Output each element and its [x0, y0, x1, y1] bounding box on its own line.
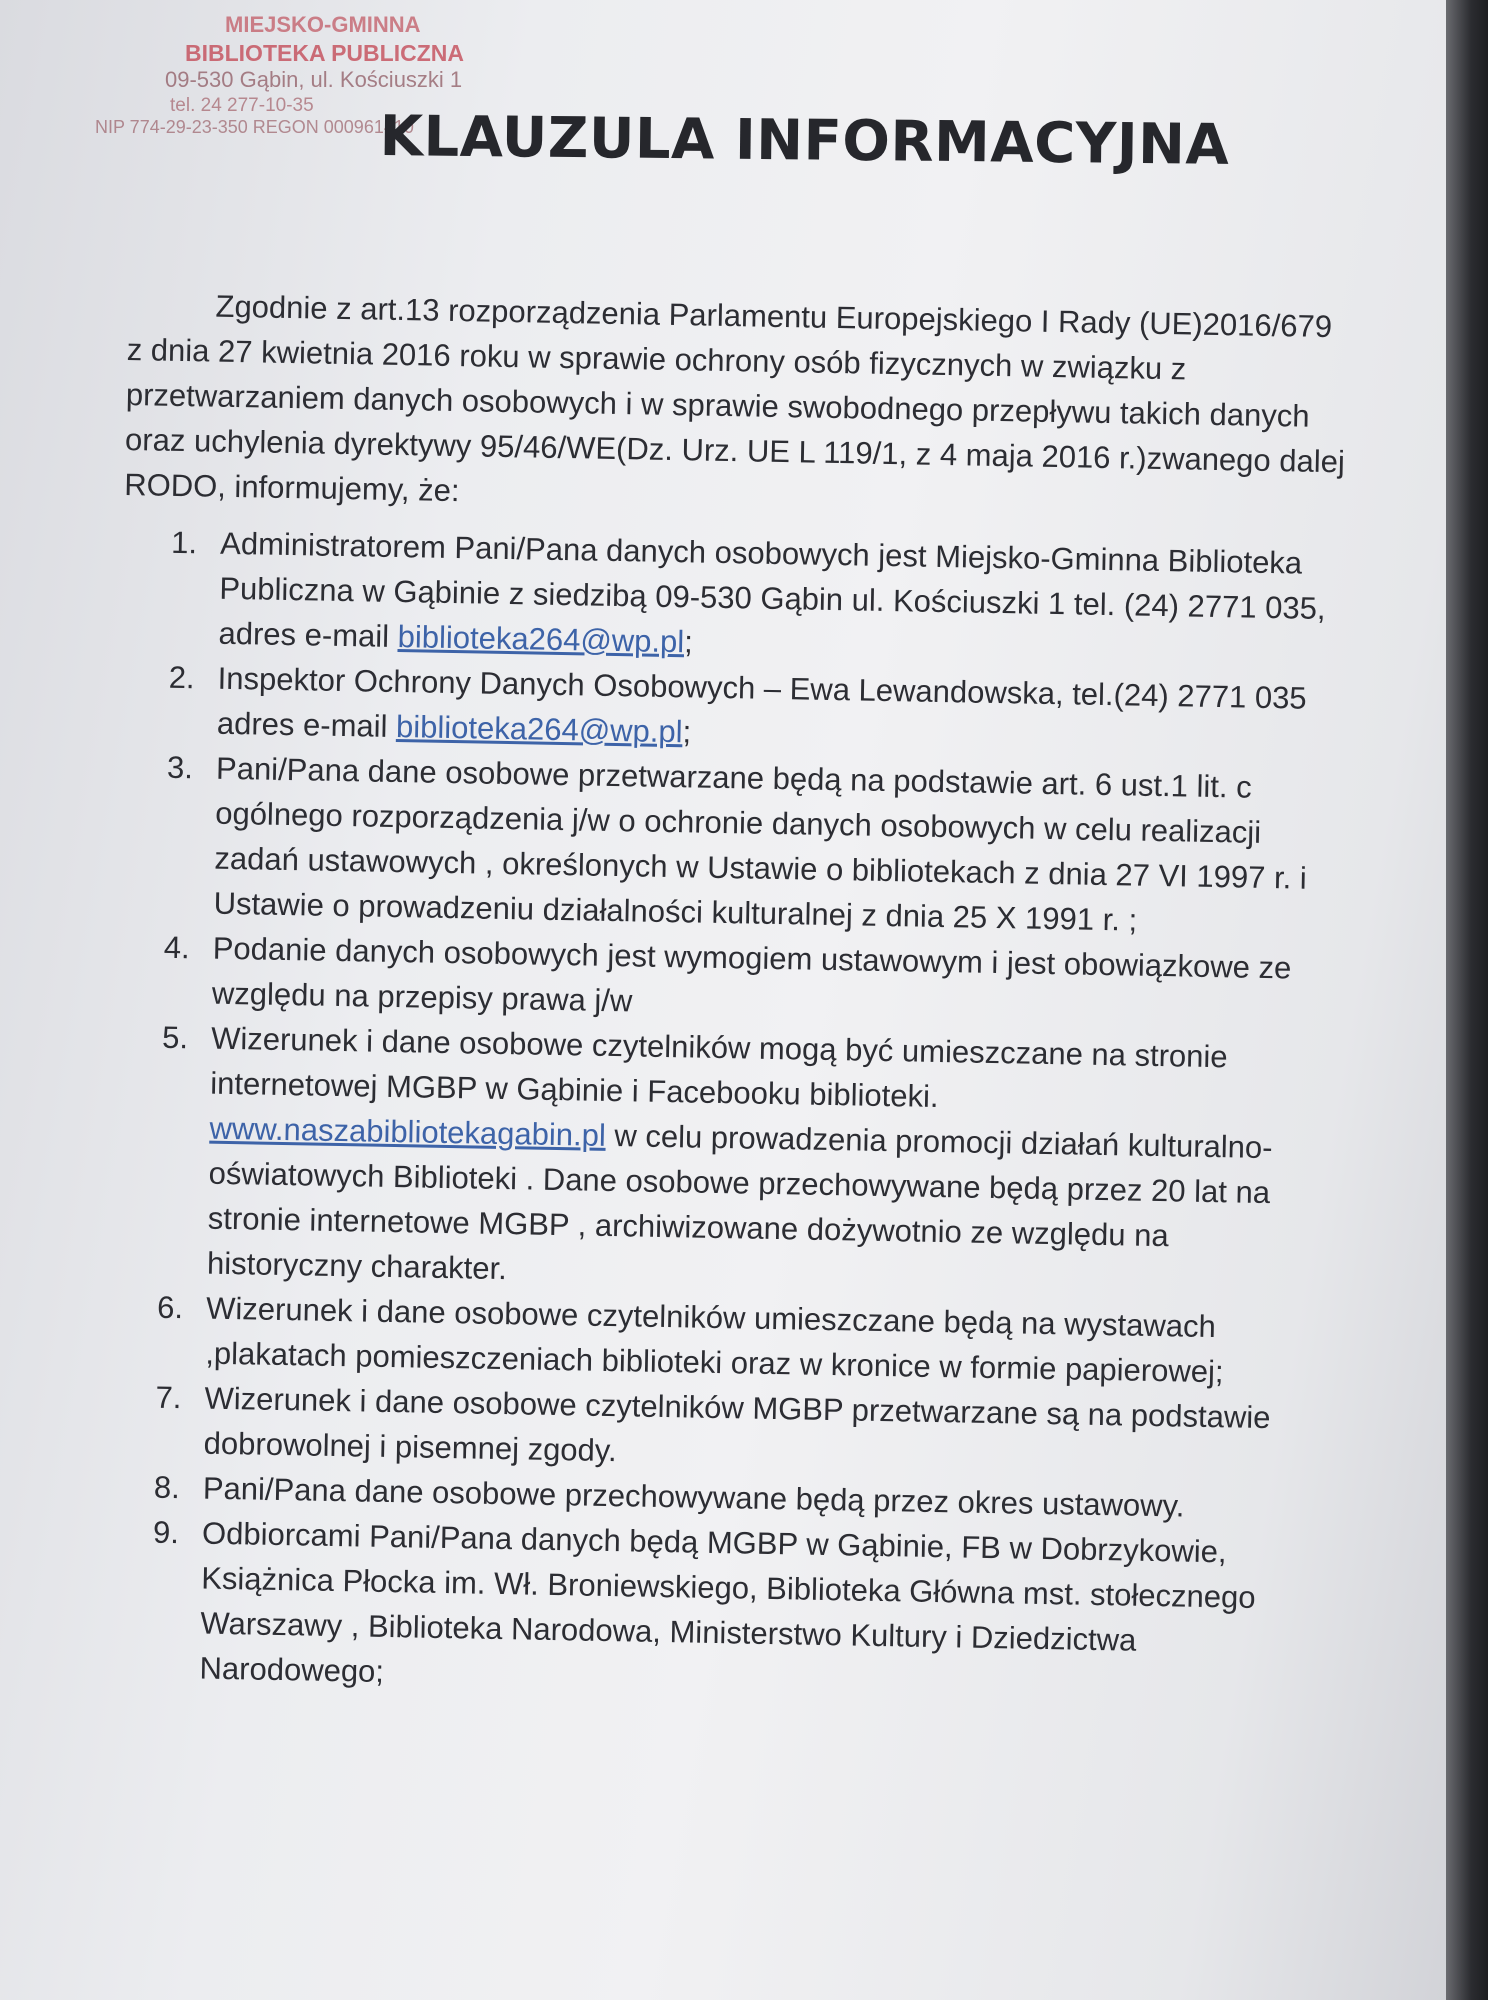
- list-item: 3. Pani/Pana dane osobowe przetwarzane będą na podstawie art. 6 ust.1 lit. c ogólnego rozporządzenia j/w o ochronie danych osobowych w celu realizacji zadań ustawowych , określonych w Ustawie o bibliotekach z dnia 27 VI 1997 r. i Ustawie o prowadzeniu działalności kulturalnej z dnia 25 X 1991 r. ;: [166, 749, 1308, 938]
- list-item: 5. Wizerunek i dane osobowe czytelników mogą być umieszczane na stronie internetowej MGBP w Gąbinie i Facebooku biblioteki. www.naszabibliotekagabin.pl w celu prowadzenia promocji działań kulturalno-oświatowych Biblioteki . Dane osobowe przechowywane będą przez 20 lat na stronie internetowe MGBP , archiwizowane dożywotnio ze względu na historyczny charakter.: [161, 1019, 1273, 1287]
- stamp-line-1: MIEJSKO-GMINNA: [225, 12, 421, 37]
- list-item: 8. Pani/Pana dane osobowe przechowywane będą przez okres ustawowy.: [153, 1469, 1185, 1524]
- dark-frame-edge: [1446, 0, 1488, 2000]
- document-body: [102, 282, 1348, 1711]
- clause-list: [102, 519, 1343, 1711]
- website-link[interactable]: www.naszabibliotekagabin.pl: [209, 1110, 607, 1153]
- list-item: 7. Wizerunek i dane osobowe czytelników MGBP przetwarzane są na podstawie dobrowolnej i pisemnej zgody.: [155, 1379, 1271, 1469]
- library-stamp: [95, 12, 464, 139]
- stamp-line-2: BIBLIOTEKA PUBLICZNA: [185, 39, 464, 66]
- stamp-line-3: 09-530 Gąbin, ul. Kościuszki 1: [165, 66, 463, 92]
- list-item: 6. Wizerunek i dane osobowe czytelników umieszczane będą na wystawach ,plakatach pomieszczeniach biblioteki oraz w kronice w formie papierowej;: [156, 1289, 1224, 1390]
- email-link[interactable]: biblioteka264@wp.pl: [395, 708, 683, 750]
- stamp-line-4: tel. 24 277-10-35: [170, 94, 314, 116]
- list-item: 1. Administratorem Pani/Pana danych osobowych jest Miejsko-Gminna Biblioteka Publiczna w Gąbinie z siedzibą 09-530 Gąbin ul. Kościuszki 1 tel. (24) 2771 035, adres e-mail biblioteka264@wp.pl;: [170, 524, 1326, 660]
- email-link[interactable]: biblioteka264@wp.pl: [397, 619, 685, 660]
- list-item: 4. Podanie danych osobowych jest wymogiem ustawowym i jest obowiązkowe ze względu na przepisy prawa j/w: [163, 929, 1292, 1019]
- stamp-line-5: NIP 774-29-23-350 REGON 000961410: [95, 116, 414, 137]
- intro-paragraph: Zgodnie z art.13 rozporządzenia Parlamentu Europejskiego I Rady (UE)2016/679 z dnia 27 kwietnia 2016 roku w sprawie ochrony osób fizycznych w związku z przetwarzaniem danych osobowych i w sprawie swobodnego przepływu takich danych oraz uchylenia dyrektywy 95/46/WE(Dz. Urz. UE L 119/1, z 4 maja 2016 r.)zwanego dalej RODO, informujemy, że:: [123, 288, 1346, 509]
- list-item: 2. Inspektor Ochrony Danych Osobowych – Ewa Lewandowska, tel.(24) 2771 035 adres e-mail biblioteka264@wp.pl;: [168, 659, 1307, 750]
- document-title: KLAUZULA INFORMACYJNA: [379, 104, 1230, 178]
- list-item: 9. Odbiorcami Pani/Pana danych będą MGBP w Gąbinie, FB w Dobrzykowie, Książnica Płocka im. Wł. Broniewskiego, Biblioteka Główna mst. stołecznego Warszawy , Biblioteka Narodowa, Ministerstwo Kultury i Dziedzictwa Narodowego;: [152, 1514, 1256, 1689]
